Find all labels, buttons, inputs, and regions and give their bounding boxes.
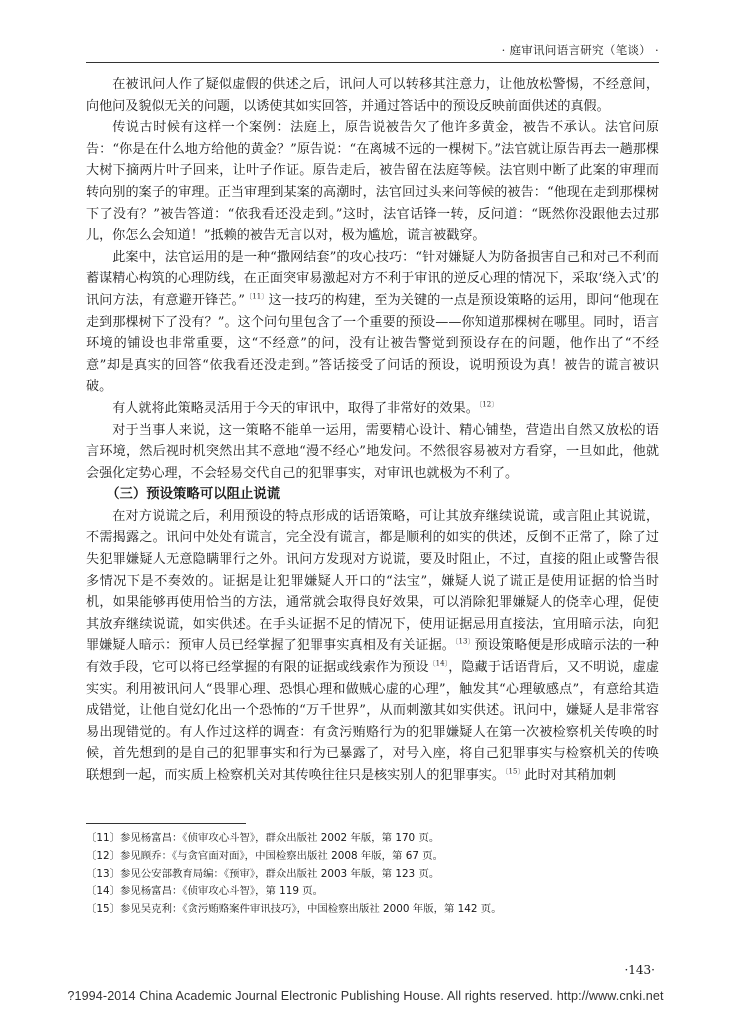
footnote: 〔12〕参见顾乔：《与贪官面对面》，中国检察出版社 2008 年版，第 67 页。 [86, 849, 444, 862]
footnote: 〔14〕参见杨富昌：《侦审攻心斗智》，第 119 页。 [86, 885, 324, 898]
running-header: · 庭审讯问语言研究（笔谈） · [501, 43, 659, 57]
footnote-ref[interactable]: 〔13〕 [454, 638, 475, 647]
paragraph [86, 506, 659, 787]
paragraph-text: 此案中，法官运用的是一种“撒网结套”的攻心技巧：“针对嫌疑人为防备损害自己和对己不利而蓄谋精心构筑的心理防线，在正面突审易激起对方不利于审讯的逆反心理的情况下，采取‘绕入式’的讯问方法，有意避开锋芒。” [86, 249, 659, 308]
footnote-ref[interactable]: 〔14〕 [428, 659, 449, 668]
paragraph-text: 此时对其稍加刺 [524, 768, 617, 783]
footnotes [86, 830, 659, 919]
footnote: 〔15〕参见吴克利：《贪污贿赂案件审讯技巧》，中国检察出版社 2000 年版，第 142 页。 [86, 903, 502, 916]
paragraph [86, 74, 659, 117]
paragraph-text: 在被讯问人作了疑似虚假的供述之后，讯问人可以转移其注意力，让他放松警惕，不经意间，向他问及貌似无关的问题，以诱使其如实回答，并通过答话中的预设反映前面供述的真假。 [86, 77, 659, 114]
paragraph-text: 这一技巧的构建，至为关键的一点是预设策略的运用，即问“他现在走到那棵树下了没有？”。这个问句里包含了一个重要的预设——你知道那棵树在哪里。同时，语言环境的铺设也非常重要，这“不经意”的问，没有让被告警觉到预设存在的问题，他作出了“不经意”却是真实的回答“依我看还没走到。”答话接受了问话的预设，说明预设为真！被告的谎言被识破。 [86, 292, 659, 395]
footnote: 〔13〕参见公安部教育局编：《预审》，群众出版社 2003 年版，第 123 页。 [86, 867, 440, 880]
header-divider [86, 62, 659, 63]
footnote: 〔11〕参见杨富昌：《侦审攻心斗智》，群众出版社 2002 年版，第 170 页。 [86, 832, 440, 844]
section-heading: （三）预设策略可以阻止说谎 [106, 486, 281, 503]
paragraph-text: 传说古时候有这样一个案例：法庭上，原告说被告欠了他许多黄金，被告不承认。法官问原告：“你是在什么地方给他的黄金？”原告说：“在离城不远的一棵树下。”法官就让原告再去一趟那棵大树下摘两片叶子回来，让叶子作证。原告走后，被告留在法庭等候。法官则中断了此案的审理而转向别的案子的审理。正当审理到某案的高潮时，法官回过头来问等候的被告：“他现在走到那棵树下了没有？”被告答道：“依我看还没走到。”这时，法官话锋一转，反问道：“既然你没跟他去过那儿，你怎么会知道！”抵赖的被告无言以对，极为尴尬，谎言被戳穿。 [86, 120, 659, 244]
paragraph [86, 117, 659, 247]
paragraph-text: 对于当事人来说，这一策略不能单一运用，需要精心设计、精心铺垫，营造出自然又放松的语言环境，然后视时机突然出其不意地“漫不经心”地发问。不然很容易被对方看穿，一旦如此，他就会强化定势心理，不会轻易交代自己的犯罪事实，对审讯也就极为不利了。 [86, 422, 659, 481]
page-number: ·143· [624, 963, 655, 977]
footnote-ref[interactable]: 〔11〕 [244, 292, 269, 301]
footnote-ref[interactable]: 〔12〕 [478, 400, 499, 409]
paragraph [86, 398, 659, 420]
copyright-footer: ?1994-2014 China Academic Journal Electronic Publishing House. All rights reserved. http://www.cnki.net [67, 989, 664, 1003]
paragraph-text: 有人就将此策略灵活用于今天的审讯中，取得了非常好的效果。 [112, 400, 479, 416]
paragraph [86, 247, 659, 398]
article-body [86, 74, 659, 787]
paragraph-text: 预设策略便是形成暗示法的一种有效手段，它可以将已经掌握的有限的证据或线索作为预设 [86, 638, 659, 676]
paragraph [86, 420, 659, 485]
paragraph-text: ，隐藏于话语背后，又不明说，虚虚实实。利用被讯问人“畏罪心理、恐惧心理和做贼心虚的心理”，触发其“心理敏感点”，有意给其造成错觉，让他自觉幻化出一个恐怖的“万千世界”，从而刺激其如实供述。讯问中，嫌疑人是非常容易出现错觉的。有人作过这样的调查：有贪污贿赂行为的犯罪嫌疑人在第一次被检察机关传唤的时候，首先想到的是自己的犯罪事实和行为已暴露了，对号入座，将自己犯罪事实与检察机关的传唤联想到一起，而实质上检察机关对其传唤往往只是核实别人的犯罪事实。 [86, 660, 659, 783]
paragraph-text: 在对方说谎之后，利用预设的特点形成的话语策略，可让其放弃继续说谎，或言阻止其说谎，不需揭露之。讯问中处处有谎言，完全没有谎言，都是顺利的如实的供述，反倒不正常了，除了过失犯罪嫌疑人无意隐瞒罪行之外。讯问方发现对方说谎，要及时阻止，不过，直接的阻止或警告很多情况下是不奏效的。证据是让犯罪嫌疑人开口的“法宝”，嫌疑人说了谎正是使用证据的恰当时机，如果能够再使用恰当的方法，通常就会取得良好效果，可以消除犯罪嫌疑人的侥幸心理，促使其放弃继续说谎，如实供述。在手头证据不足的情况下，使用证据忌用直接法，宜用暗示法，向犯罪嫌疑人暗示：预审人员已经掌握了犯罪事实真相及有关证据。 [86, 508, 659, 654]
footnote-ref[interactable]: 〔15〕 [505, 767, 525, 776]
footnote-divider [86, 823, 246, 824]
